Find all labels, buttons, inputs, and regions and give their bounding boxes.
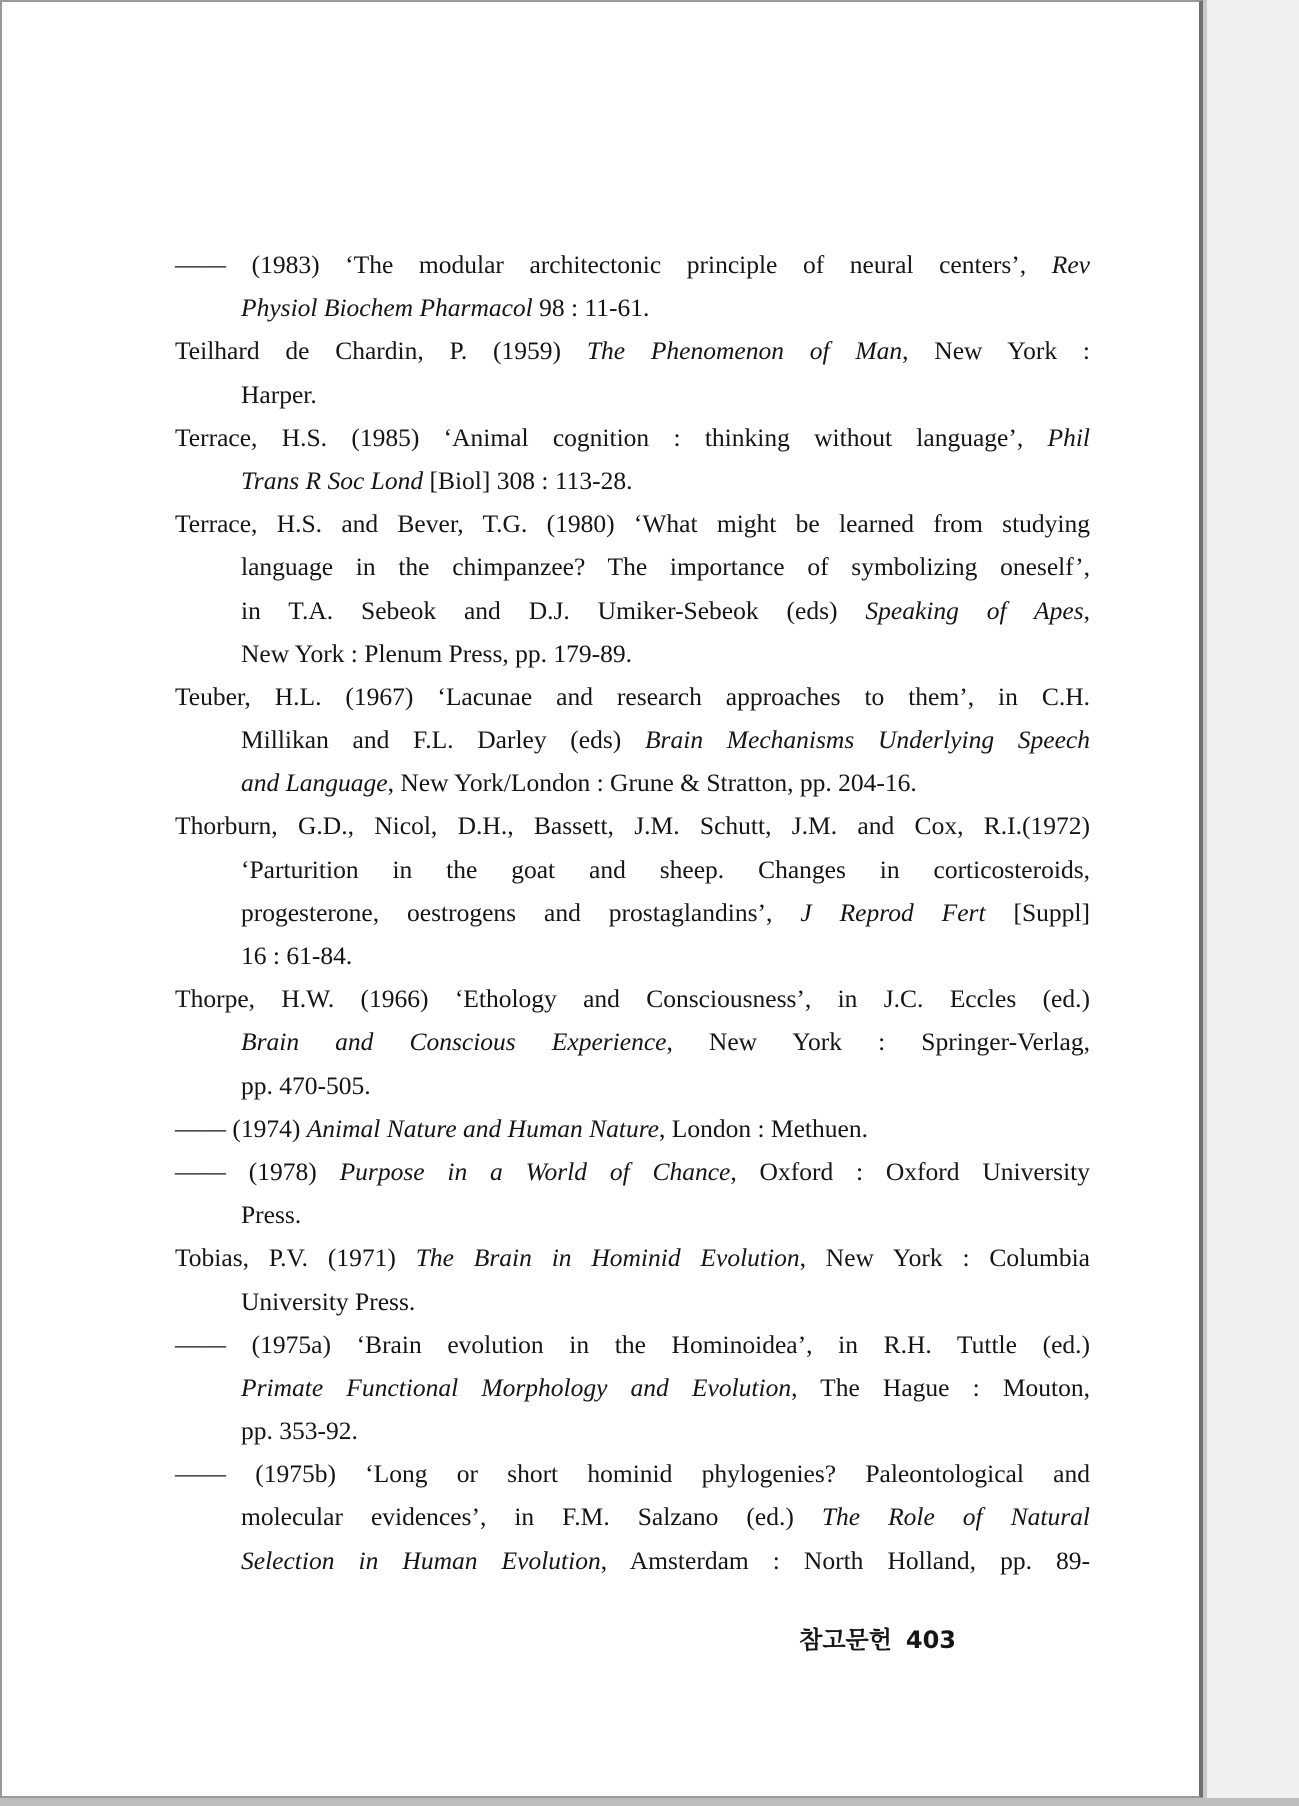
reference-line	[175, 459, 1090, 502]
reference-text: language in the chimpanzee? The importance of symbolizing oneself’,	[241, 552, 1090, 582]
reference-list	[175, 243, 1090, 1582]
reference-line	[175, 977, 1090, 1020]
reference-text: 16 : 61-84.	[241, 941, 353, 970]
reference-text: Millikan and F.L. Darley (eds)	[241, 725, 645, 755]
reference-entry	[175, 1236, 1090, 1322]
reference-text: [Suppl]	[985, 897, 1091, 927]
reference-line	[175, 286, 1090, 329]
italic-title-text: Selection in Human Evolution	[241, 1545, 601, 1575]
italic-title-text: Rev	[1051, 250, 1090, 279]
reference-line	[175, 632, 1090, 675]
italic-title-text: Phil	[1047, 422, 1090, 452]
reference-entry	[175, 675, 1090, 805]
reference-text: —— (1975b) ‘Long or short hominid phylogenies? Paleontological and	[175, 1459, 1090, 1489]
italic-title-text: The Brain in Hominid Evolution	[415, 1243, 800, 1273]
reference-text: ,	[1083, 595, 1090, 625]
reference-entry	[175, 243, 1090, 329]
reference-text: —— (1974)	[175, 1113, 307, 1143]
reference-text: University Press.	[241, 1286, 416, 1316]
reference-line	[175, 1452, 1090, 1495]
reference-line	[175, 848, 1090, 891]
page-number: 403	[905, 1626, 956, 1654]
reference-entry	[175, 1150, 1090, 1236]
reference-text: pp. 353-92.	[241, 1416, 358, 1446]
reference-entry	[175, 804, 1090, 977]
section-title: 참고문헌	[799, 1626, 892, 1654]
reference-entry	[175, 329, 1090, 415]
reference-entry	[175, 416, 1090, 502]
reference-text: [Biol] 308 : 113-28.	[423, 465, 633, 495]
italic-title-text: The Role of Natural	[821, 1502, 1090, 1532]
reference-line	[175, 1236, 1090, 1279]
reference-entry	[175, 1323, 1090, 1453]
reference-line	[175, 1323, 1090, 1366]
reference-line	[175, 1020, 1090, 1063]
reference-text: Teuber, H.L. (1967) ‘Lacunae and research approaches to them’, in C.H.	[175, 681, 1090, 711]
reference-entry	[175, 977, 1090, 1107]
reference-text: Thorpe, H.W. (1966) ‘Ethology and Consciousness’, in J.C. Eccles (ed.)	[175, 984, 1090, 1014]
reference-line	[175, 416, 1090, 459]
page-footer	[799, 1620, 956, 1655]
reference-text: , New York : Columbia	[799, 1243, 1090, 1273]
reference-line	[175, 1064, 1090, 1107]
reference-text: in T.A. Sebeok and D.J. Umiker-Sebeok (eds)	[241, 595, 866, 625]
reference-text: pp. 470-505.	[241, 1070, 371, 1100]
reference-text: New York : Plenum Press, pp. 179-89.	[241, 638, 633, 668]
reference-text: , The Hague : Mouton,	[791, 1372, 1090, 1402]
reference-line	[175, 1539, 1090, 1582]
italic-title-text: Brain Mechanisms Underlying Speech	[644, 725, 1090, 755]
reference-text: , Amsterdam : North Holland, pp. 89-	[600, 1545, 1090, 1575]
reference-text: Terrace, H.S. (1985) ‘Animal cognition : thinking without language’,	[175, 422, 1048, 452]
italic-title-text: Speaking of Apes	[865, 595, 1084, 625]
reference-text: Tobias, P.V. (1971)	[175, 1243, 416, 1273]
italic-title-text: Physiol Biochem Pharmacol	[241, 293, 533, 323]
reference-line	[175, 1366, 1090, 1409]
reference-line	[175, 1409, 1090, 1452]
reference-text: —— (1978)	[175, 1156, 340, 1186]
reference-text: Thorburn, G.D., Nicol, D.H., Bassett, J.M. Schutt, J.M. and Cox, R.I.(1972)	[175, 811, 1090, 841]
reference-entry	[175, 1107, 1090, 1150]
reference-entry	[175, 1452, 1090, 1582]
reference-text: , New York :	[902, 336, 1090, 366]
reference-line	[175, 934, 1090, 977]
reference-entry	[175, 502, 1090, 675]
reference-text: Press.	[241, 1200, 302, 1230]
reference-text: —— (1983) ‘The modular architectonic principle of neural centers’,	[175, 250, 1052, 279]
reference-text: , New York/London : Grune & Stratton, pp. 204-16.	[387, 768, 917, 798]
italic-title-text: Animal Nature and Human Nature	[306, 1113, 660, 1143]
reference-line	[175, 1495, 1090, 1538]
reference-line	[175, 1150, 1090, 1193]
italic-title-text: Brain and Conscious Experience	[241, 1027, 667, 1057]
reference-line	[175, 545, 1090, 588]
reference-text: Teilhard de Chardin, P. (1959)	[175, 336, 587, 366]
italic-title-text: Primate Functional Morphology and Evolution	[241, 1372, 792, 1402]
italic-title-text: J Reprod Fert	[800, 897, 986, 927]
reference-line	[175, 761, 1090, 804]
reference-text: 98 : 11-61.	[532, 293, 650, 323]
reference-line	[175, 329, 1090, 372]
reference-text: molecular evidences’, in F.M. Salzano (ed.)	[241, 1502, 822, 1532]
reference-text: progesterone, oestrogens and prostaglandins’,	[241, 897, 801, 927]
reference-text: Terrace, H.S. and Bever, T.G. (1980) ‘What might be learned from studying	[175, 509, 1090, 539]
reference-line	[175, 243, 1090, 286]
reference-line	[175, 373, 1090, 416]
italic-title-text: and Language	[241, 768, 388, 798]
italic-title-text: Trans R Soc Lond	[241, 465, 424, 495]
reference-line	[175, 1193, 1090, 1236]
reference-text: ‘Parturition in the goat and sheep. Changes in corticosteroids,	[241, 854, 1090, 884]
reference-line	[175, 718, 1090, 761]
reference-line	[175, 502, 1090, 545]
reference-line	[175, 1107, 1090, 1150]
reference-text: , London : Methuen.	[659, 1113, 868, 1143]
reference-text: , New York : Springer-Verlag,	[666, 1027, 1090, 1057]
reference-line	[175, 675, 1090, 718]
italic-title-text: The Phenomenon of Man	[586, 336, 903, 366]
reference-line	[175, 589, 1090, 632]
viewer-bottom-edge	[0, 1798, 1299, 1806]
reference-text: Harper.	[241, 379, 317, 409]
reference-line	[175, 1280, 1090, 1323]
reference-line	[175, 804, 1090, 847]
reference-text: —— (1975a) ‘Brain evolution in the Hominoidea’, in R.H. Tuttle (ed.)	[175, 1329, 1090, 1359]
reference-text: , Oxford : Oxford University	[730, 1156, 1090, 1186]
italic-title-text: Purpose in a World of Chance	[339, 1156, 731, 1186]
reference-line	[175, 891, 1090, 934]
viewer-background	[1207, 0, 1299, 1806]
